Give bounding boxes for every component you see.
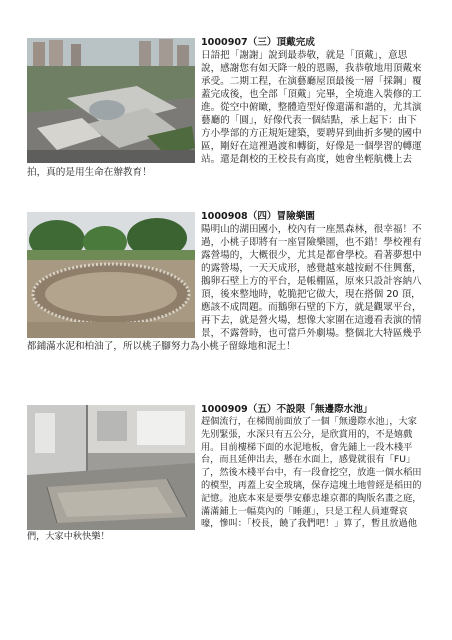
stone-circle-site-photo (27, 212, 195, 338)
diary-entry-2 (27, 210, 425, 353)
diary-entry-1 (27, 36, 425, 179)
entry-title: 1000907（三）頂戴完成 (201, 37, 315, 48)
entry-title: 1000908（四）冒險樂園 (201, 211, 315, 222)
construction-pool-photo (27, 405, 195, 530)
diary-entry-3 (27, 403, 425, 544)
aerial-campus-photo (27, 38, 195, 163)
entry-body: 日語把「謝謝」說到最恭敬，就是「頂戴」，意思說，感謝您有如天降一般的恩賜，我恭敬地用頂戴來承受。二期工程，在演藝廳屋頂最後一層「採鋼」覆蓋完成後，也全部「頂戴」完畢，全境進入裝修的工進。從空中俯瞰，整體造型好像還滿和諧的，尤其演藝廳的「圓」，好像代表一個結點，承上起下：由下方小學部的方正規矩建築，要聘昇到曲折多變的國中區，剛好在這裡過渡和轉銜，好像是一個學習的轉運站。還是創校的王校長有高度，她會坐輕航機上去拍，真的是用生命在辦教育！ (27, 50, 422, 178)
entry-title: 1000909（五）不設限「無邊際水池」 (201, 404, 373, 415)
entry-body: 陽明山的湖田國小，校內有一座黑森林，很幸福！不過，小桃子即將有一座冒險樂園，也不錯！學校裡有露營場的，大概很少，尤其是都會學校。看著夢想中的露營場，一天天成形，感覺越來越按耐不住興奮，鵝卵石壁上方的平台，是帳棚區，原來只設計容納八頂，後來整地時，乾脆把它做大，現在搭個 20 頂，應該不成問題。而鵝卵石壁的下方，就是觀眾平台，再下去，就是營火場，想像大家圍在這邊看表演的情景，不露營時，也可當戶外劇場。整個北大特區幾乎都鋪滿水泥和柏油了，所以桃子腳努力為小桃子留綠地和泥土！ (27, 224, 422, 352)
entry-body: 趕個流行，在梯間前面放了一個「無邊際水池」，大家先別緊張，水深只有五公分，是欣賞用的，不是嬉戲用。目前樓梯下面的水泥地板，會先鋪上一段木棧平台，而且延伸出去，懸在水面上，感覺就很有「FU」了，然後木棧平台中，有一段會挖空，放進一個水稻田的模型，再蓋上安全玻璃，保存這塊土地曾經是稻田的記憶。池底本來是要學安藤忠雄京都的陶版名畫之庭，滿滿鋪上一幅莫內的「睡蓮」，只是工程人員連聲哀嚎，慘叫：「校長，饒了我們吧！」算了，暫且放過他們，大家中秋快樂！ (27, 416, 422, 543)
